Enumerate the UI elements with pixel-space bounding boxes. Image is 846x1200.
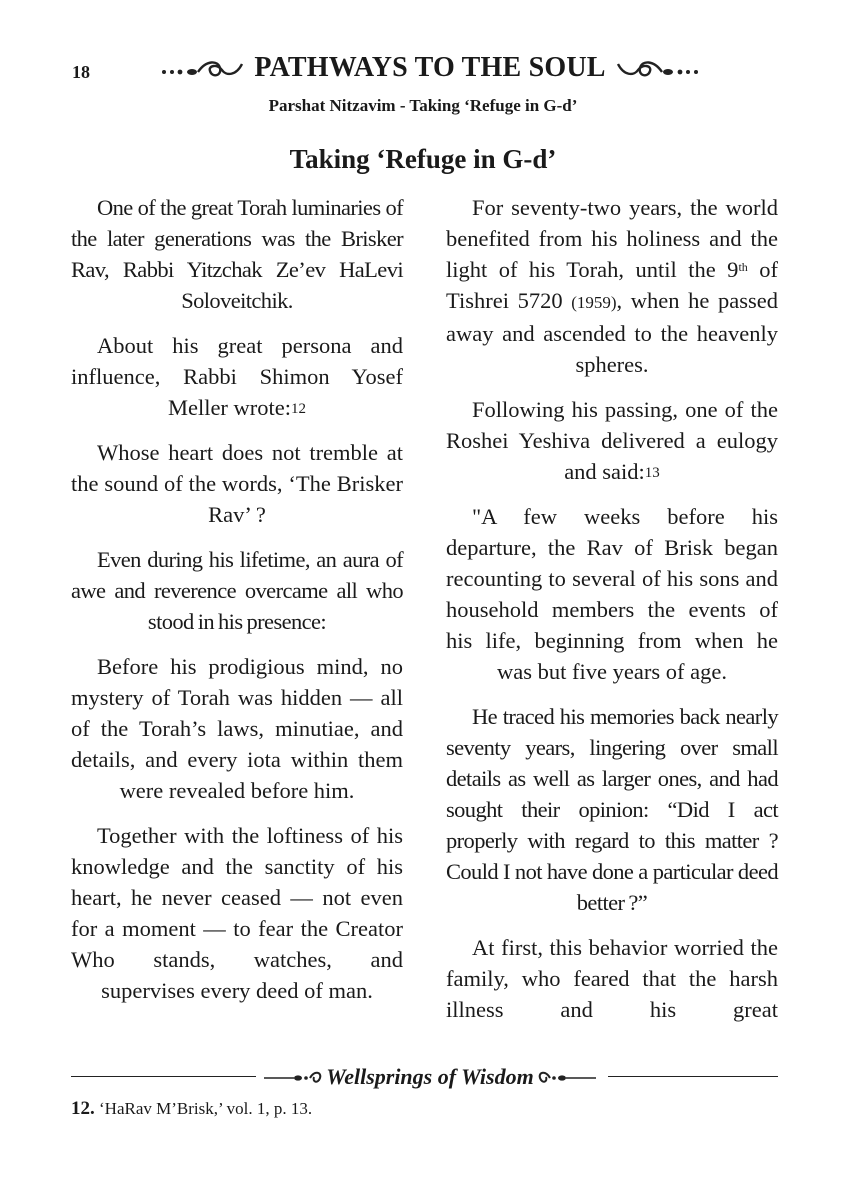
left-flourish-icon bbox=[158, 56, 246, 80]
paragraph-text: of Tishrei 5720 bbox=[446, 257, 778, 313]
paragraph-text: For seventy-two years, the world benefited from his holiness and the light of his Torah, until the 9 bbox=[446, 195, 778, 282]
paragraph: "A few weeks before his departure, the Rav of Brisk began recounting to several of his sons and household members the events of his life, beginning from when he was but five years of age. bbox=[446, 504, 778, 684]
footer-band bbox=[250, 1062, 610, 1092]
paragraph bbox=[71, 330, 403, 423]
running-header bbox=[130, 50, 730, 86]
right-flourish-icon bbox=[614, 56, 702, 80]
footnote-reference: 12 bbox=[291, 401, 307, 417]
paragraph: He traced his memories back nearly seventy years, lingering over small details as well as larger ones, and had sought their opinion: “Did I act properly with regard to this matter ? Could I not have done a particular deed better ?” bbox=[446, 704, 778, 915]
left-column bbox=[71, 192, 403, 1020]
paragraph bbox=[446, 394, 778, 487]
paragraph: Even during his lifetime, an aura of awe and reverence overcame all who stood in his presence: bbox=[71, 547, 403, 634]
paragraph: One of the great Torah luminaries of the later generations was the Brisker Rav, Rabbi Yitzchak Ze’ev HaLevi Soloveitchik. bbox=[71, 195, 403, 313]
paragraph: At first, this behavior worried the family, who feared that the harsh illness and his great bbox=[446, 935, 778, 1022]
paragraph: Before his prodigious mind, no mystery of Torah was hidden — all of the Torah’s laws, minutiae, and details, and every iota within them were revealed before him. bbox=[71, 654, 403, 803]
paragraph bbox=[446, 192, 778, 380]
footer-left-flourish-icon bbox=[264, 1068, 322, 1086]
footer-rule-left bbox=[71, 1076, 256, 1077]
footnote bbox=[71, 1098, 312, 1120]
paragraph-text: Following his passing, one of the Roshei Yeshiva delivered a eulogy and said: bbox=[446, 397, 778, 484]
paragraph: Together with the loftiness of his knowledge and the sanctity of his heart, he never ceased — not even for a moment — to fear the Creator Who stands, watches, and supervises every deed of man. bbox=[71, 823, 403, 1003]
footnote-reference: 13 bbox=[644, 465, 660, 481]
running-title: PATHWAYS TO THE SOUL bbox=[254, 52, 606, 83]
footnote-text: ‘HaRav M’Brisk,’ vol. 1, p. 13. bbox=[94, 1099, 313, 1118]
footer-title: Wellsprings of Wisdom bbox=[326, 1064, 534, 1089]
footer-right-flourish-icon bbox=[538, 1068, 596, 1086]
footer-rule-right bbox=[608, 1076, 778, 1077]
chapter-subheader: Parshat Nitzavim - Taking ‘Refuge in G-d’ bbox=[268, 96, 578, 115]
right-column bbox=[446, 192, 778, 1039]
ordinal-superscript: th bbox=[738, 260, 748, 274]
page-number: 18 bbox=[72, 62, 90, 82]
year-note: (1959) bbox=[571, 293, 617, 312]
paragraph: Whose heart does not tremble at the sound of the words, ‘The Brisker Rav’ ? bbox=[71, 440, 403, 527]
paragraph-text: , when he passed away and ascended to the heavenly spheres. bbox=[446, 288, 778, 377]
paragraph-text: About his great persona and influence, Rabbi Shimon Yosef Meller wrote: bbox=[71, 333, 403, 420]
article-title: Taking ‘Refuge in G-d’ bbox=[289, 144, 557, 174]
footnote-number: 12. bbox=[71, 1098, 95, 1119]
